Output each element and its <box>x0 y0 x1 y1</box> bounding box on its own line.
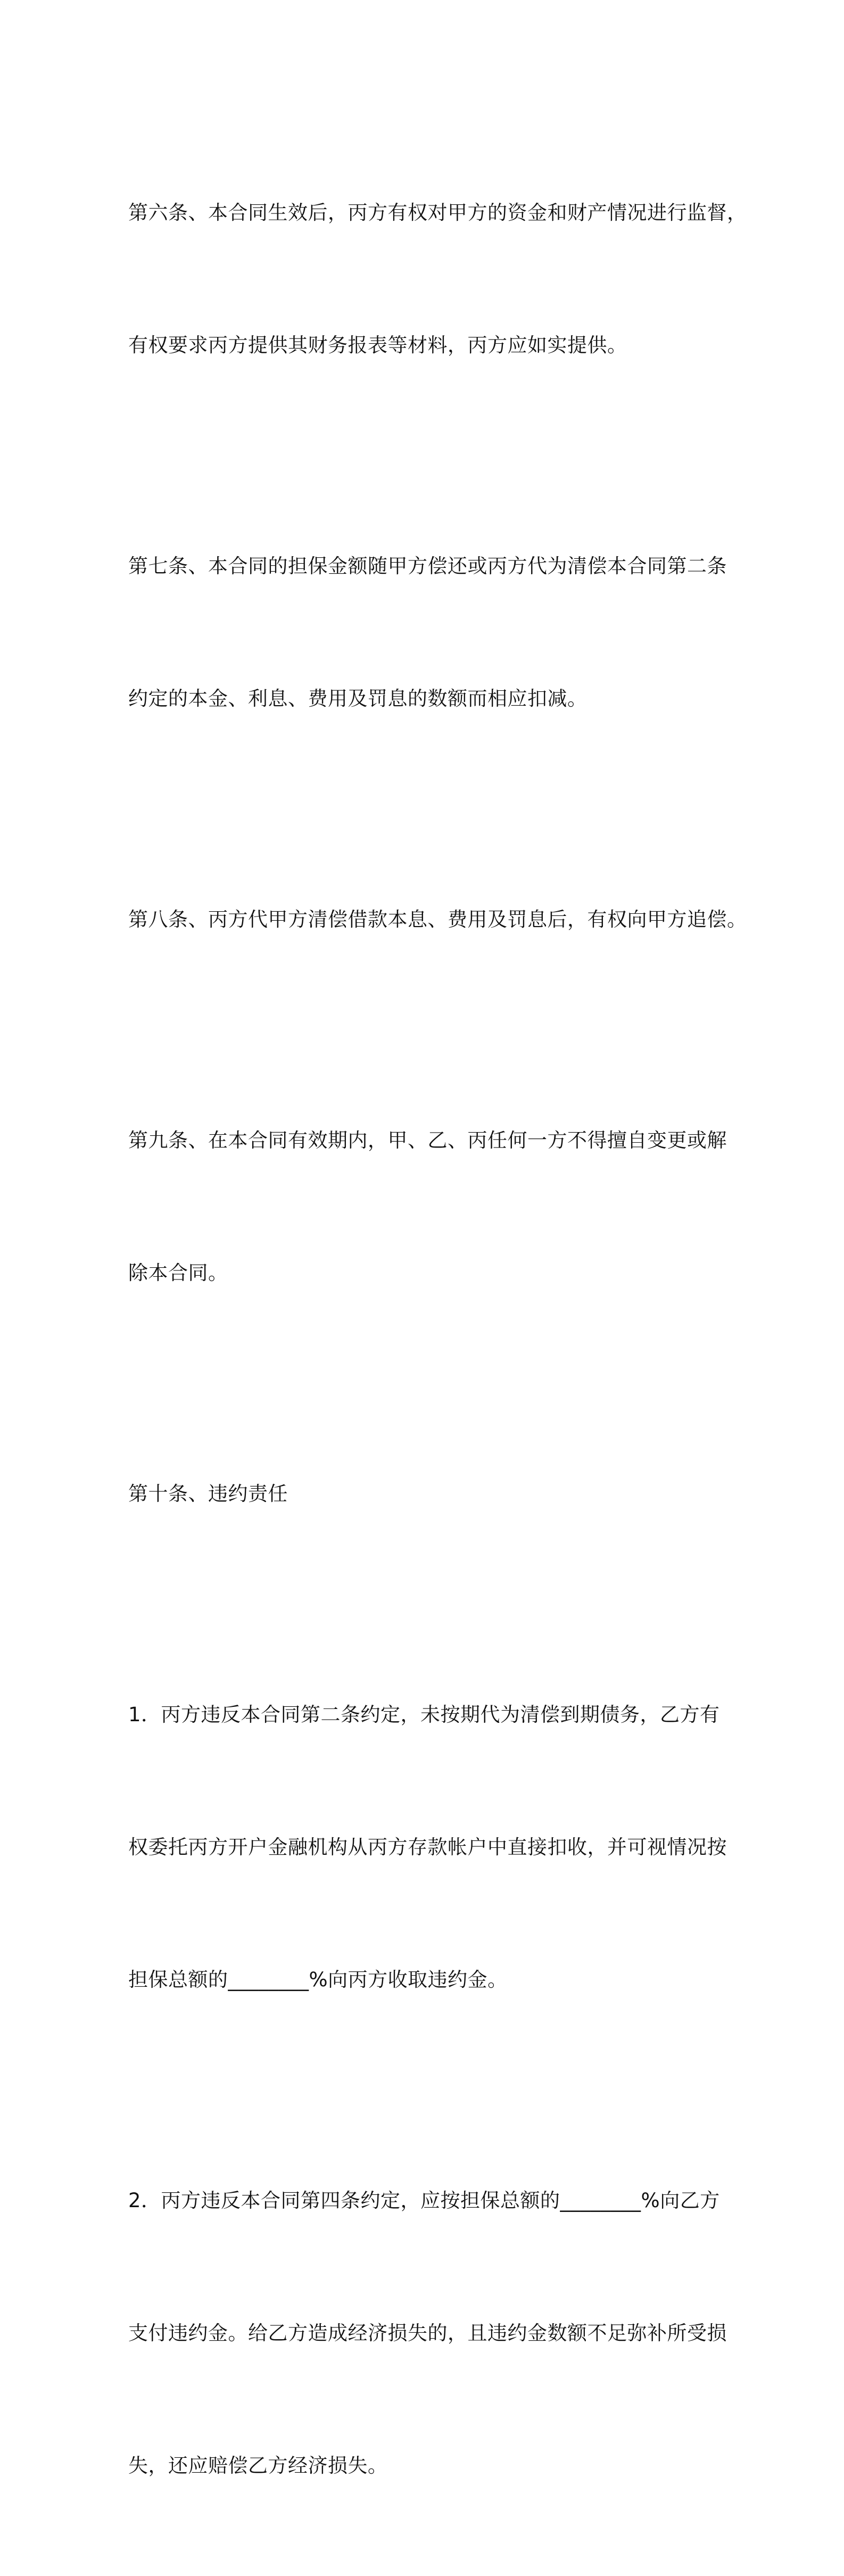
document-body <box>128 102 747 2576</box>
clause-6 <box>128 102 747 456</box>
clause-9 <box>128 1030 727 1383</box>
text-line: 第八条、丙方代甲方清偿借款本息、费用及罚息后，有权向甲方追偿。 <box>128 908 747 931</box>
text-line: 2．丙方违反本合同第四条约定，应按担保总额的________%向乙方 <box>128 2189 720 2212</box>
text-line: 支付违约金。给乙方造成经济损失的，且违约金数额不足弥补所受损 <box>128 2322 727 2344</box>
clause-10-item-2 <box>128 2090 727 2576</box>
clause-8 <box>128 809 747 1030</box>
text-line: 第十条、违约责任 <box>128 1482 288 1505</box>
clause-7 <box>128 456 727 809</box>
text-line: 约定的本金、利息、费用及罚息的数额而相应扣减。 <box>128 687 588 710</box>
text-line: 1．丙方违反本合同第二条约定，未按期代为清偿到期债务，乙方有 <box>128 1703 720 1726</box>
text-line: 权委托丙方开户金融机构从丙方存款帐户中直接扣收，并可视情况按 <box>128 1836 727 1859</box>
text-line: 除本合同。 <box>128 1261 228 1284</box>
text-line: 第六条、本合同生效后，丙方有权对甲方的资金和财产情况进行监督， <box>128 201 747 224</box>
clause-10-item-1 <box>128 1604 727 2090</box>
text-line: 失，还应赔偿乙方经济损失。 <box>128 2454 388 2477</box>
text-line: 担保总额的________%向丙方收取违约金。 <box>128 1968 508 1991</box>
clause-10-heading <box>128 1383 724 1604</box>
text-line: 第七条、本合同的担保金额随甲方偿还或丙方代为清偿本合同第二条 <box>128 555 727 577</box>
text-line: 第九条、在本合同有效期内，甲、乙、丙任何一方不得擅自变更或解 <box>128 1129 727 1152</box>
text-line: 有权要求丙方提供其财务报表等材料，丙方应如实提供。 <box>128 334 627 357</box>
